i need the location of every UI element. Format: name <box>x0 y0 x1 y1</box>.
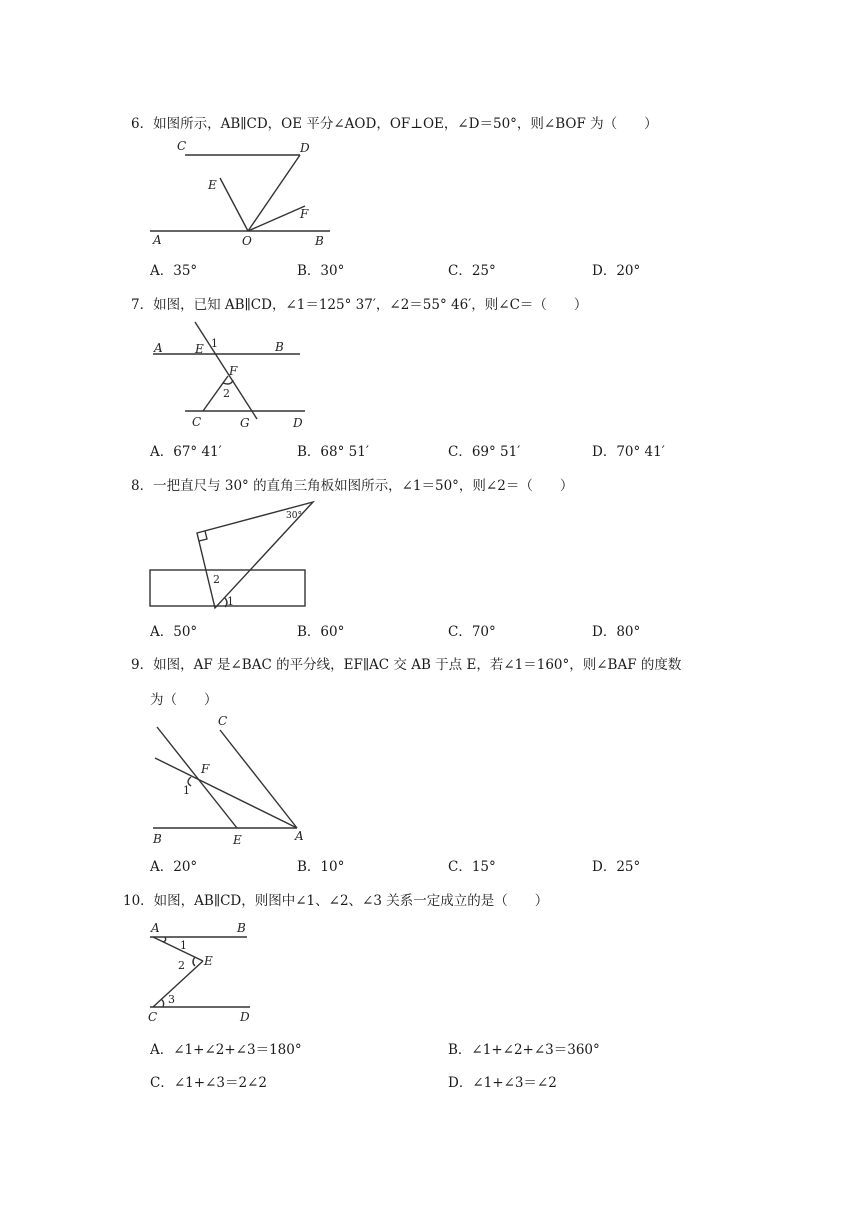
q10-option-d[interactable]: D．∠1+∠3＝∠2 <box>448 1075 557 1091</box>
q9-option-b[interactable]: B．10° <box>297 859 345 875</box>
label-d: D <box>300 141 310 155</box>
label-angle-2: 2 <box>178 959 185 972</box>
transversal-eg <box>195 322 257 419</box>
q10-option-b[interactable]: B．∠1+∠2+∠3＝360° <box>448 1042 600 1058</box>
label-b: B <box>275 340 284 354</box>
q9-option-a[interactable]: A．20° <box>150 859 198 875</box>
figure-q10 <box>145 918 260 1024</box>
label-a: A <box>154 341 163 355</box>
label-angle-2: 2 <box>213 573 220 586</box>
label-angle-1: 1 <box>227 595 234 608</box>
question-8-stem: 8．一把直尺与 30° 的直角三角板如图所示，∠1＝50°，则∠2＝（ ） <box>131 478 574 494</box>
label-f: F <box>300 207 309 221</box>
q9-option-d[interactable]: D．25° <box>592 859 641 875</box>
label-e: E <box>195 342 204 356</box>
q7-option-a[interactable]: A．67° 41′ <box>150 444 222 460</box>
q8-option-b[interactable]: B．60° <box>297 624 345 640</box>
question-6-stem: 6．如图所示，AB∥CD，OE 平分∠AOD，OF⊥OE，∠D＝50°，则∠BOF 为（ ） <box>131 116 658 132</box>
label-e: E <box>208 178 217 192</box>
label-a: A <box>295 829 304 843</box>
question-10-stem: 10．如图，AB∥CD，则图中∠1、∠2、∠3 关系一定成立的是（ ） <box>123 893 549 909</box>
q7-option-b[interactable]: B．68° 51′ <box>297 444 369 460</box>
figure-q6 <box>140 136 340 251</box>
label-b: B <box>315 234 324 248</box>
q6-option-c[interactable]: C．25° <box>448 263 496 279</box>
q10-option-a[interactable]: A．∠1+∠2+∠3＝180° <box>150 1042 302 1058</box>
q6-option-d[interactable]: D．20° <box>592 263 641 279</box>
label-angle-2: 2 <box>223 387 230 400</box>
label-o: O <box>242 234 252 248</box>
label-c: C <box>192 415 202 429</box>
q6-option-a[interactable]: A．35° <box>150 263 198 279</box>
label-c: C <box>177 139 187 153</box>
label-c: C <box>218 714 228 728</box>
label-angle-1: 1 <box>183 784 190 797</box>
q8-option-d[interactable]: D．80° <box>592 624 641 640</box>
angle-1-arc <box>163 937 166 942</box>
label-angle-1: 1 <box>211 337 218 350</box>
line-ef <box>157 727 237 828</box>
label-e: E <box>233 833 242 847</box>
label-f: F <box>229 364 238 378</box>
label-b: B <box>153 832 162 846</box>
ray-ac <box>220 730 297 828</box>
label-angle-1: 1 <box>180 939 187 952</box>
question-7-stem: 7．如图，已知 AB∥CD，∠1＝125° 37′，∠2＝55° 46′，则∠C＝（ ） <box>131 297 588 313</box>
q6-option-b[interactable]: B．30° <box>297 263 345 279</box>
q8-option-c[interactable]: C．70° <box>448 624 496 640</box>
q7-option-c[interactable]: C．69° 51′ <box>448 444 521 460</box>
label-f: F <box>201 762 210 776</box>
label-a: A <box>153 233 162 247</box>
figure-q8 <box>145 495 320 613</box>
label-c: C <box>148 1010 158 1024</box>
figure-q9 <box>145 712 320 850</box>
q7-option-d[interactable]: D．70° 41′ <box>592 444 665 460</box>
label-angle-3: 3 <box>168 993 175 1006</box>
label-d: D <box>293 416 303 430</box>
label-d: D <box>240 1010 250 1024</box>
ray-oe <box>220 178 248 231</box>
figure-q7 <box>145 316 315 432</box>
q10-option-c[interactable]: C．∠1+∠3＝2∠2 <box>150 1075 267 1091</box>
label-b: B <box>237 921 246 935</box>
label-e: E <box>204 954 213 968</box>
label-30-degree: 30° <box>286 511 302 521</box>
q9-option-c[interactable]: C．15° <box>448 859 496 875</box>
label-g: G <box>240 416 250 430</box>
q8-option-a[interactable]: A．50° <box>150 624 198 640</box>
question-9-stem: 9．如图，AF 是∠BAC 的平分线，EF∥AC 交 AB 于点 E，若∠1＝160°，则∠BAF 的度数 <box>131 657 682 673</box>
angle-2-arc <box>193 957 195 966</box>
angle-3-arc <box>161 999 164 1007</box>
question-9-stem-continuation: 为（ ） <box>150 692 218 708</box>
ray-af <box>155 758 297 828</box>
label-a: A <box>151 921 160 935</box>
